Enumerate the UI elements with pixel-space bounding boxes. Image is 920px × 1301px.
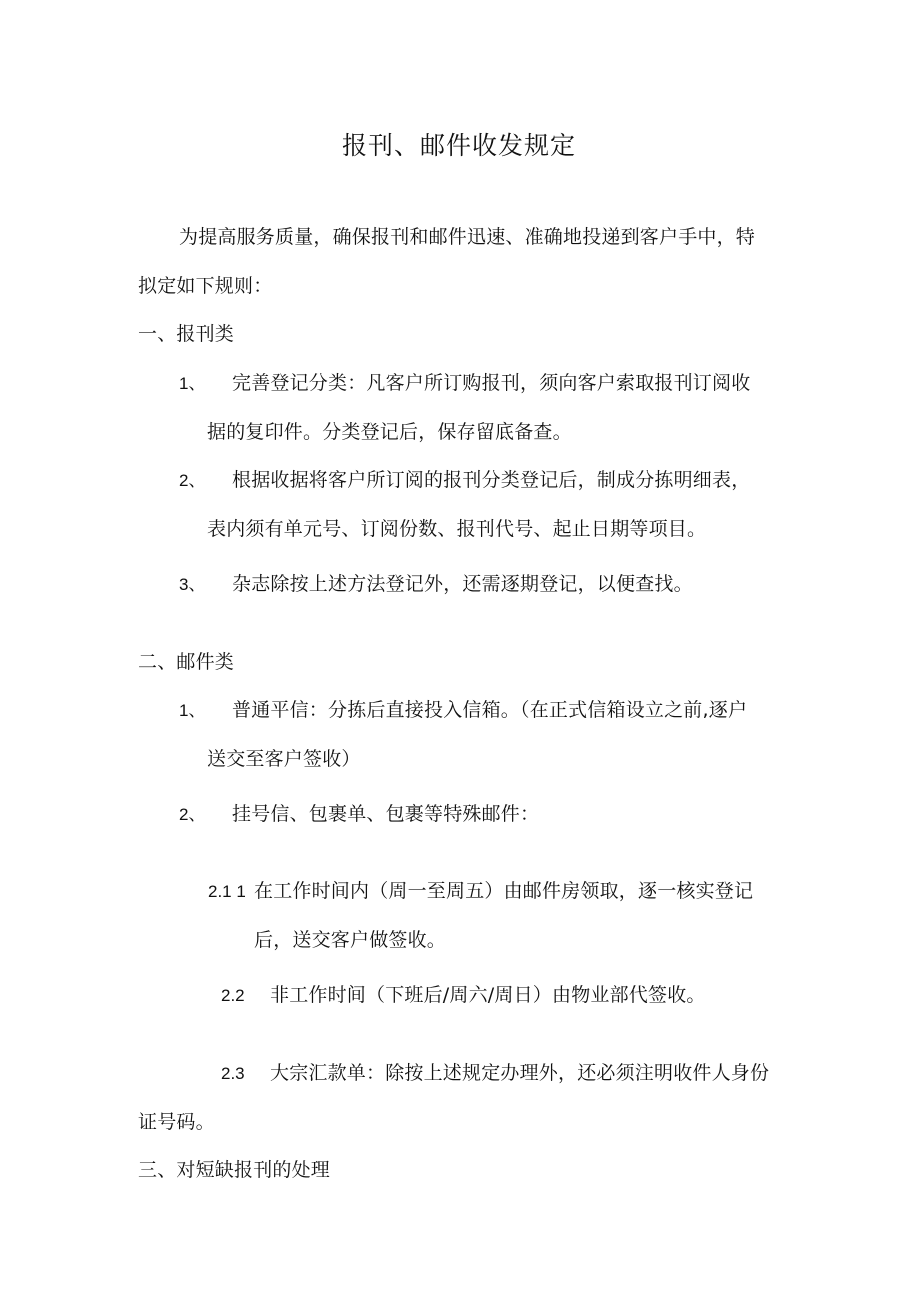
subitem-text-line-1: 非工作时间（下班后/周六/周日）由物业部代签收。 <box>270 984 706 1006</box>
section-heading-periodicals: 一、报刊类 <box>138 323 235 345</box>
item-text-line-2: 据的复印件。分类登记后，保存留底备查。 <box>207 421 572 443</box>
intro-line-2: 拟定如下规则： <box>138 275 273 297</box>
page-title: 报刊、邮件收发规定 <box>342 131 577 160</box>
item-text-line-2: 表内须有单元号、订阅份数、报刊代号、起止日期等项目。 <box>207 518 707 540</box>
subitem-text-line-1: 大宗汇款单：除按上述规定办理外，还必须注明收件人身份 <box>270 1062 770 1084</box>
subitem-number: 2.3 <box>221 1064 245 1083</box>
subitem-text-line-2: 证号码。 <box>138 1111 215 1133</box>
item-text-line-1: 普通平信：分拣后直接投入信箱。（在正式信箱设立之前,逐户 <box>232 699 748 721</box>
item-text-line-1: 根据收据将客户所订阅的报刊分类登记后，制成分拣明细表， <box>232 469 751 491</box>
item-text-line-1: 杂志除按上述方法登记外，还需逐期登记，以便查找。 <box>232 573 693 595</box>
subitem-text-line-2: 后，送交客户做签收。 <box>254 929 447 951</box>
item-number: 2、 <box>179 805 206 824</box>
item-number: 1、 <box>179 701 206 720</box>
subitem-text-line-1: 在工作时间内（周一至周五）由邮件房领取，逐一核实登记 <box>254 880 754 902</box>
item-number: 3、 <box>179 575 206 594</box>
item-number: 1、 <box>179 374 206 393</box>
item-text-line-1: 挂号信、包裹单、包裹等特殊邮件： <box>232 803 540 825</box>
subitem-number: 2.1 1 <box>208 882 246 901</box>
section-heading-shortage: 三、对短缺报刊的处理 <box>138 1159 331 1181</box>
item-text-line-1: 完善登记分类：凡客户所订购报刊，须向客户索取报刊订阅收 <box>232 372 751 394</box>
intro-line-1: 为提高服务质量，确保报刊和邮件迅速、准确地投递到客户手中，特 <box>179 226 756 248</box>
subitem-number: 2.2 <box>221 986 245 1005</box>
item-number: 2、 <box>179 471 206 490</box>
item-text-line-2: 送交至客户签收） <box>207 748 361 770</box>
section-heading-mail: 二、邮件类 <box>138 651 235 673</box>
